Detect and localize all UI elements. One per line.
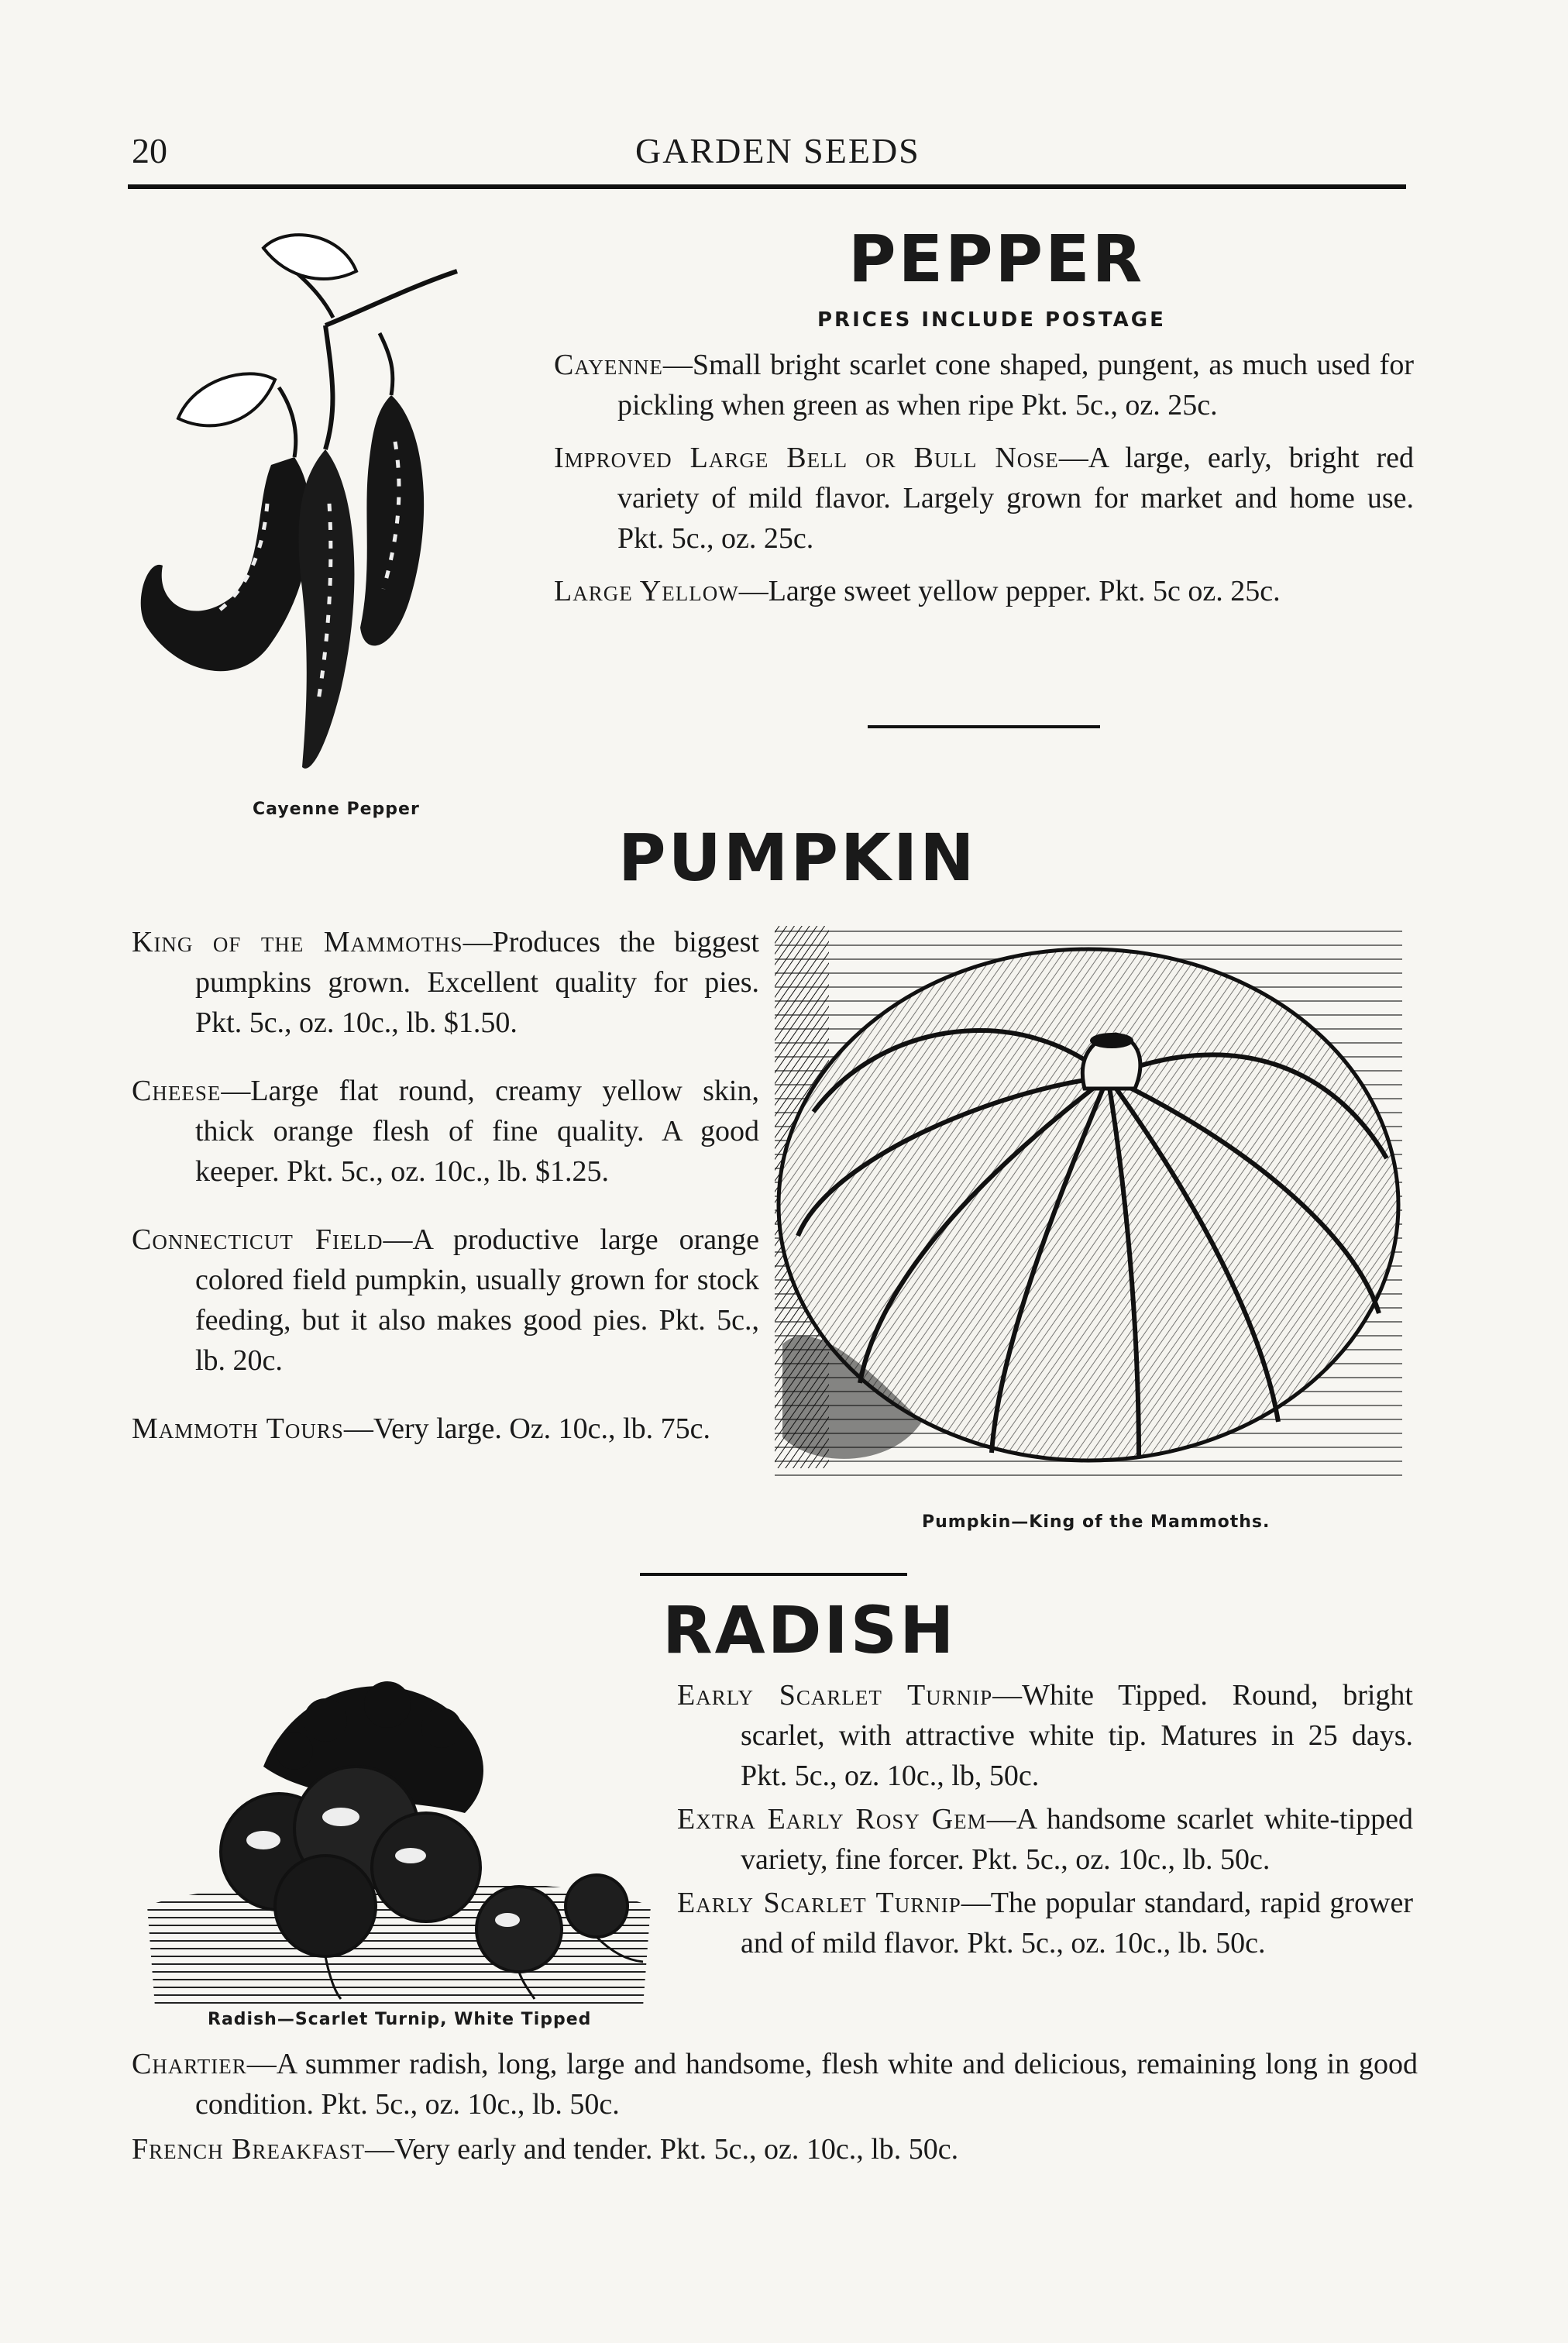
pepper-entry: Large Yellow—Large sweet yellow pepper. Pkt. 5c oz. 25c.	[554, 575, 1281, 607]
pumpkin-entry: Cheese—Large flat round, creamy yellow skin, thick orange flesh of fine quality. A good keeper. Pkt. 5c., oz. 10c., lb. $1.25.	[132, 1075, 759, 1188]
pepper-section-divider	[868, 725, 1100, 728]
radish-heading: RADISH	[662, 1592, 957, 1668]
pumpkin-illustration	[767, 910, 1410, 1499]
pumpkin-illustration-caption: Pumpkin—King of the Mammoths.	[922, 1512, 1271, 1532]
radish-entry: Early Scarlet Turnip—White Tipped. Round, bright scarlet, with attractive white tip. Matures in 25 days. Pkt. 5c., oz. 10c., lb, 50c.	[677, 1679, 1413, 1792]
radish-illustration	[132, 1674, 666, 2007]
radish-entries-full	[132, 2044, 1418, 2169]
pumpkin-entry: King of the Mammoths—Produces the biggest pumpkins grown. Excellent quality for pies. Pkt. 5c., oz. 10c., lb. $1.50.	[132, 926, 759, 1039]
pumpkin-heading: PUMPKIN	[618, 820, 977, 896]
pumpkin-section-divider	[640, 1573, 907, 1576]
radish-entry: Extra Early Rosy Gem—A handsome scarlet white-tipped variety, fine forcer. Pkt. 5c., oz. 10c., lb. 50c.	[677, 1803, 1413, 1876]
pepper-subheading: PRICES INCLUDE POSTAGE	[817, 308, 1166, 332]
pumpkin-entry: Connecticut Field—A productive large orange colored field pumpkin, usually grown for stock feeding, but it also makes good pies. Pkt. 5c., lb. 20c.	[132, 1223, 759, 1377]
radish-illustration-caption: Radish—Scarlet Turnip, White Tipped	[208, 2010, 592, 2029]
page-number: 20	[132, 131, 167, 170]
pumpkin-entries	[132, 922, 759, 1449]
radish-entries-right	[677, 1675, 1413, 1963]
radish-entry: Early Scarlet Turnip—The popular standard, rapid grower and of mild flavor. Pkt. 5c., oz. 10c., lb. 50c.	[677, 1887, 1413, 1959]
pepper-entry: Improved Large Bell or Bull Nose—A large, early, bright red variety of mild flavor. Largely grown for market and home use. Pkt. 5c., oz. 25c.	[554, 442, 1415, 555]
pepper-entry: Cayenne—Small bright scarlet cone shaped, pungent, as much used for pickling when green as when ripe Pkt. 5c., oz. 25c.	[554, 349, 1414, 421]
cayenne-pepper-illustration	[132, 225, 535, 783]
pepper-illustration-caption: Cayenne Pepper	[253, 800, 420, 819]
radish-entry: Chartier—A summer radish, long, large and handsome, flesh white and delicious, remaining long in good condition. Pkt. 5c., oz. 10c., lb. 50c.	[132, 2048, 1418, 2121]
pepper-entries	[554, 345, 1414, 611]
running-head: GARDEN SEEDS	[635, 131, 920, 170]
header-rule	[128, 184, 1406, 189]
pepper-heading: PEPPER	[848, 221, 1145, 297]
pumpkin-entry: Mammoth Tours—Very large. Oz. 10c., lb. 75c.	[132, 1412, 710, 1445]
radish-entry: French Breakfast—Very early and tender. Pkt. 5c., oz. 10c., lb. 50c.	[132, 2133, 959, 2166]
